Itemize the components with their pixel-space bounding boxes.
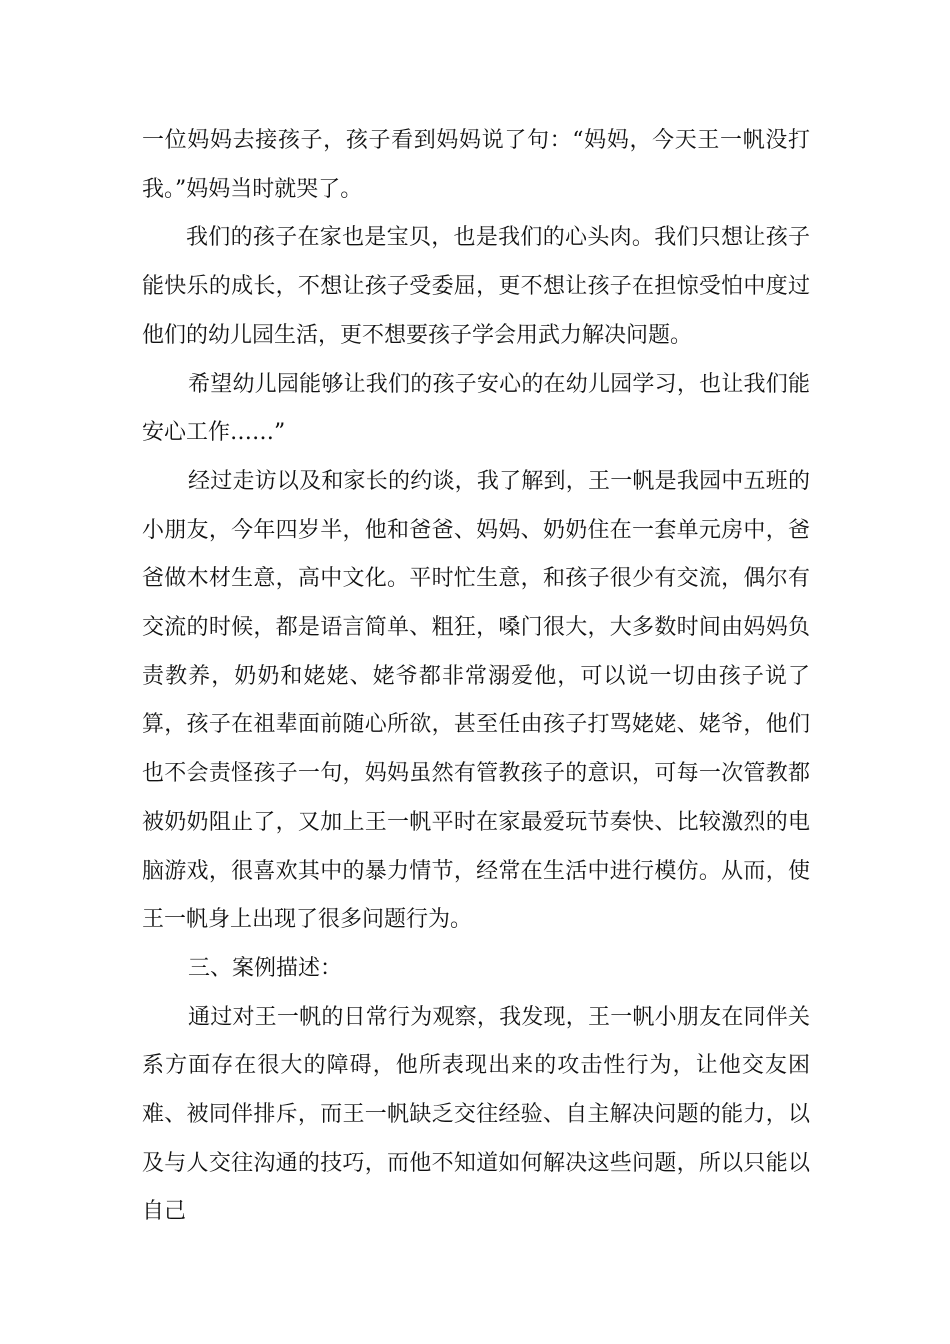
paragraph: 一位妈妈去接孩子，孩子看到妈妈说了句：“妈妈，今天王一帆没打我。”妈妈当时就哭了。 <box>142 128 810 202</box>
section-heading: 三、案例描述： <box>188 955 343 981</box>
paragraph: 我们的孩子在家也是宝贝，也是我们的心头肉。我们只想让孩子能快乐的成长，不想让孩子受委屈，更不想让孩子在担惊受怕中度过他们的幼儿园生活，更不想要孩子学会用武力解决问题。 <box>142 225 810 348</box>
paragraph: 希望幼儿园能够让我们的孩子安心的在幼儿园学习，也让我们能安心工作……” <box>142 371 810 446</box>
paragraph: 通过对王一帆的日常行为观察，我发现，王一帆小朋友在同伴关系方面存在很大的障碍，他所表现出来的攻击性行为，让他交友困难、被同伴排斥，而王一帆缺乏交往经验、自主解决问题的能力，以及与人交往沟通的技巧，而他不知道如何解决这些问题，所以只能以自己 <box>142 1004 810 1225</box>
paragraph: 经过走访以及和家长的约谈，我了解到，王一帆是我园中五班的小朋友，今年四岁半，他和爸爸、妈妈、奶奶住在一套单元房中，爸爸做木材生意，高中文化。平时忙生意，和孩子很少有交流，偶尔有交流的时候，都是语言简单、粗狂，嗓门很大，大多数时间由妈妈负责教养，奶奶和姥姥、姥爷都非常溺爱他，可以说一切由孩子说了算，孩子在祖辈面前随心所欲，甚至任由孩子打骂姥姥、姥爷，他们也不会责怪孩子一句，妈妈虽然有管教孩子的意识，可每一次管教都被奶奶阻止了，又加上王一帆平时在家最爱玩节奏快、比较激烈的电脑游戏，很喜欢其中的暴力情节，经常在生活中进行模仿。从而，使王一帆身上出现了很多问题行为。 <box>142 468 810 933</box>
document-body <box>142 117 810 1237</box>
